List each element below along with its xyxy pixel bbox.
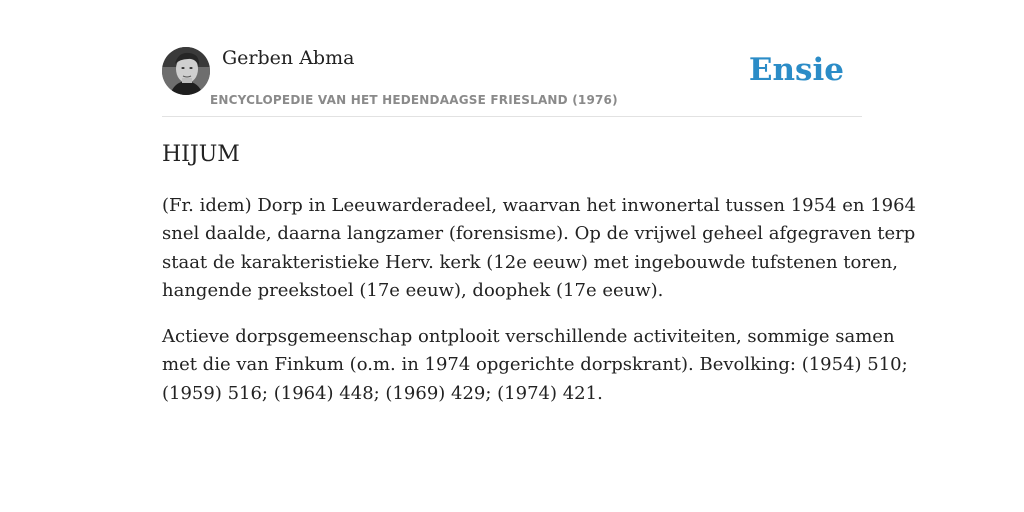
text-line: hangende preekstoel (17e eeuw), doophek (17e eeuw).	[162, 279, 664, 301]
source-label[interactable]: ENCYCLOPEDIE VAN HET HEDENDAAGSE FRIESLAND (1976)	[210, 93, 618, 107]
text-line: met die van Finkum (o.m. in 1974 opgerichte dorpskrant). Bevolking: (1954) 510;	[162, 354, 908, 376]
text-line: (Fr. idem) Dorp in Leeuwarderadeel, waarvan het inwonertal tussen 1954 en 1964	[162, 195, 916, 216]
text-line: snel daalde, daarna langzamer (forensisme). Op de vrijwel geheel afgegraven terp	[162, 223, 916, 245]
text-line: Actieve dorpsgemeenschap ontplooit verschillende activiteiten, sommige samen	[162, 326, 895, 348]
article-title: HIJUM	[162, 142, 240, 167]
text-line: staat de karakteristieke Herv. kerk (12e eeuw) met ingebouwde tufstenen toren,	[162, 251, 898, 273]
author-portrait-image	[162, 47, 210, 95]
paragraph	[162, 323, 908, 408]
ensie-logo[interactable]: Ensie	[748, 52, 844, 88]
article-header	[162, 45, 862, 117]
text-line: (1959) 516; (1964) 448; (1969) 429; (1974) 421.	[162, 382, 603, 404]
author-name[interactable]: Gerben Abma	[222, 47, 355, 69]
article-body	[162, 192, 916, 426]
author-avatar[interactable]	[162, 47, 210, 95]
paragraph	[162, 192, 916, 305]
